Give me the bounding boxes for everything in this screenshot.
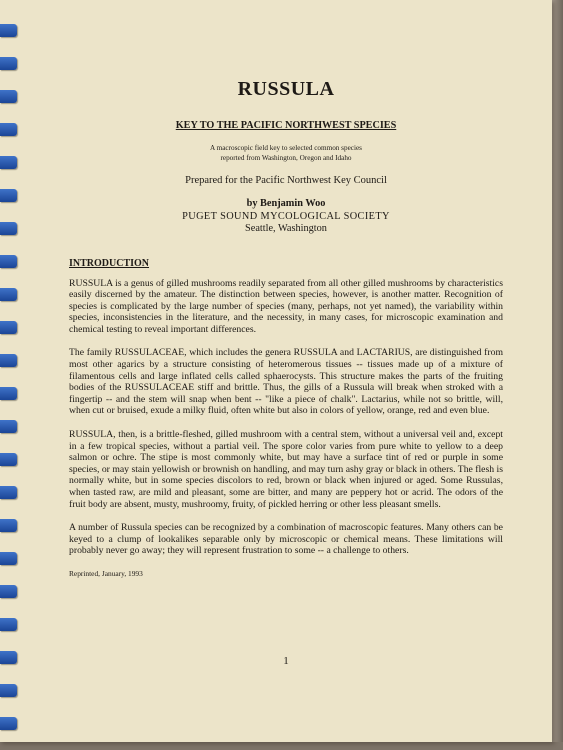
document-subtitle: KEY TO THE PACIFIC NORTHWEST SPECIES <box>175 120 397 131</box>
author-name: by Benjamin Woo <box>246 198 326 209</box>
page-content <box>69 78 503 578</box>
organization-name: PUGET SOUND MYCOLOGICAL SOCIETY <box>182 210 390 222</box>
binding-ring <box>0 585 17 598</box>
binding-ring <box>0 24 17 37</box>
binding-ring <box>0 486 17 499</box>
binding-ring <box>0 189 17 202</box>
binding-ring <box>0 684 17 697</box>
binding-ring <box>0 420 17 433</box>
binding-ring <box>0 618 17 631</box>
page-edge-bottom <box>0 742 563 750</box>
author-block <box>69 198 503 236</box>
binding-ring <box>0 57 17 70</box>
binding-ring <box>0 651 17 664</box>
binding-ring <box>0 255 17 268</box>
binding-ring <box>0 453 17 466</box>
page-number: 1 <box>283 655 289 667</box>
description-line: A macroscopic field key to selected common species <box>210 144 362 152</box>
paragraph: RUSSULA, then, is a brittle-fleshed, gilled mushroom with a central stem, without a universal veil and, except in a few tropical species, without a partial veil. The spore color varies from pure white to yellow to a deep salmon or ochre. The stipe is most commonly white, but may have a surface tint of red or purple in some species, or may stain yellowish or brownish on handling, and may turn ashy gray or black in others. The flesh is normally white, but in some species discolors to red, brown or black when injured or aged. Some Russulas, when tasted raw, are mild and pleasant, some are bitter, and many are peppery hot or acrid. The odors of the fruit body are absent, musty, mushroomy, fruity, of pickled herring or other less pleasant smells. <box>69 429 503 510</box>
document-title: RUSSULA <box>237 78 335 100</box>
location: Seattle, Washington <box>245 223 327 234</box>
paragraph: A number of Russula species can be recognized by a combination of macroscopic features. Many others can be keyed to a clump of lookalikes separable only by microscopic or chemical means. These limitations will probably never go away; they will represent frustration to some -- a challenge to others. <box>69 522 503 557</box>
reprint-note: Reprinted, January, 1993 <box>69 568 143 578</box>
paragraph: The family RUSSULACEAE, which includes the genera RUSSULA and LACTARIUS, are distinguished from most other agarics by a structure consisting of heteromerous tissues -- tissues made up of a mixture of filamentous cells and large inflated cells called sphaerocysts. This structure makes the parts of the fruiting bodies of the RUSSULACEAE stiff and brittle. Thus, the gills of a Russula will break when stroked with a fingertip -- and the stem will snap when bent -- "like a piece of chalk". Lactarius, while not so brittle, will, when cut or bruised, exude a milky fluid, often white but also in colors of yellow, orange, red and even blue. <box>69 347 503 417</box>
binding-ring <box>0 222 17 235</box>
binding-ring <box>0 387 17 400</box>
spiral-binding <box>0 0 22 742</box>
section-heading: INTRODUCTION <box>69 257 150 269</box>
binding-ring <box>0 288 17 301</box>
binding-ring <box>0 156 17 169</box>
binding-ring <box>0 519 17 532</box>
paragraph: RUSSULA is a genus of gilled mushrooms readily separated from all other gilled mushrooms by characteristics easily discerned by the amateur. The distinction between species, however, is another matter. Recognition of species is complicated by the large number of species (many, perhaps, not yet named), the variability within species, inconsistencies in the literature, and the necessity, in many cases, for microscopic examination and chemical testing to reveal important differences. <box>69 277 503 335</box>
description <box>69 143 503 163</box>
page-edge-right <box>552 0 563 750</box>
prepared-for: Prepared for the Pacific Northwest Key Council <box>185 175 387 186</box>
binding-ring <box>0 123 17 136</box>
binding-ring <box>0 321 17 334</box>
binding-ring <box>0 717 17 730</box>
description-line: reported from Washington, Oregon and Idaho <box>220 154 352 162</box>
binding-ring <box>0 354 17 367</box>
binding-ring <box>0 552 17 565</box>
binding-ring <box>0 90 17 103</box>
